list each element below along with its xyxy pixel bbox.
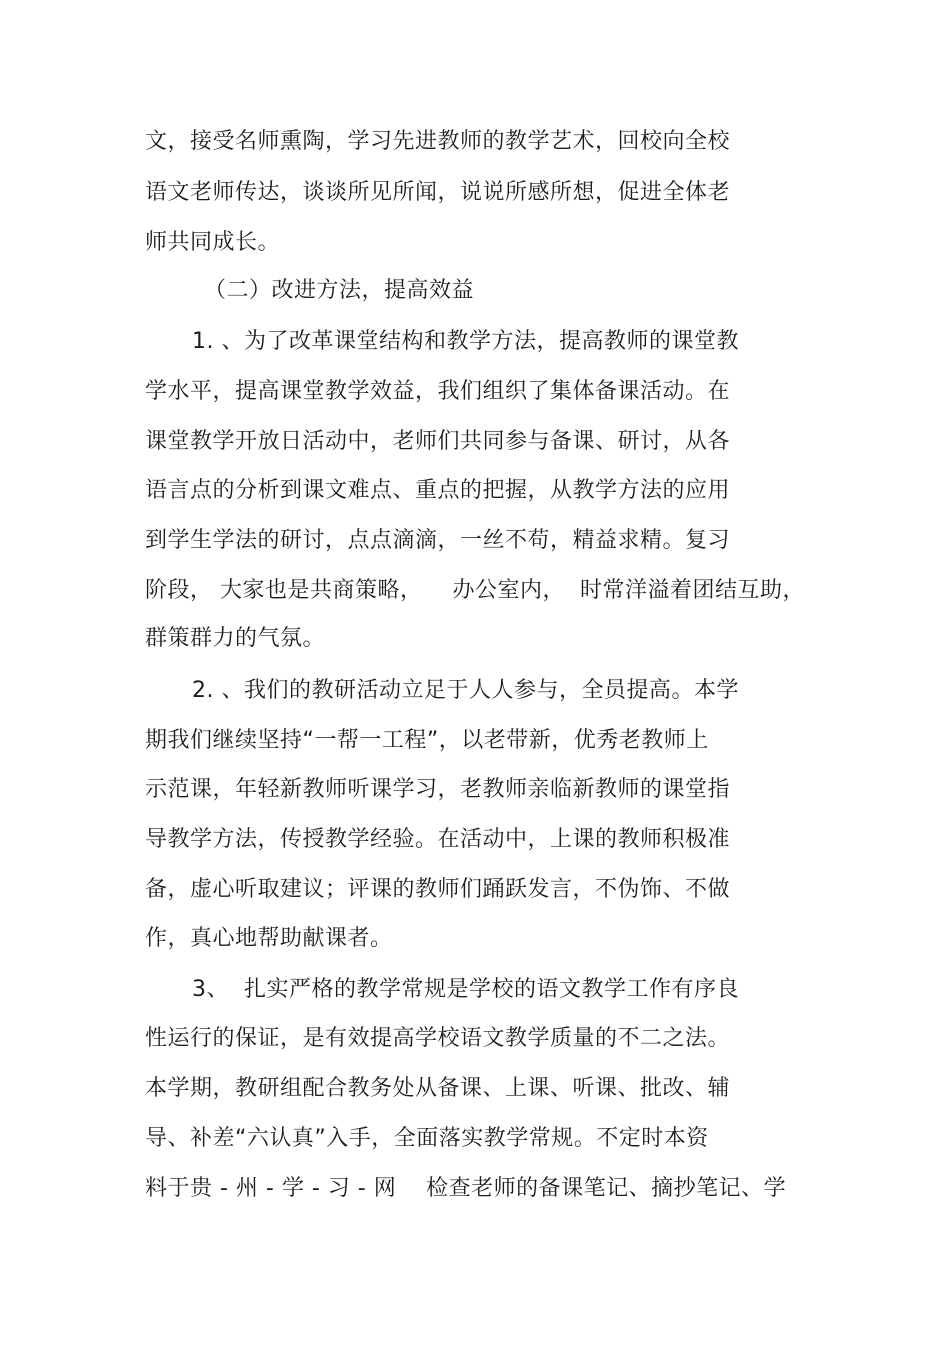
text-line: 1. 、为了改革课堂结构和教学方法，提高教师的课堂教 <box>192 329 739 354</box>
text-line: 料于贵 - 州 - 学 - 习 - 网 检查老师的备课笔记、摘抄笔记、学 <box>145 1176 787 1201</box>
text-line: 导、补差“六认真”入手，全面落实教学常规。不定时本资 <box>145 1126 709 1151</box>
text-line: 备，虚心听取建议；评课的教师们踊跃发言，不伪饰、不做 <box>145 877 731 902</box>
text-line: 学水平，提高课堂教学效益，我们组织了集体备课活动。在 <box>145 379 731 404</box>
text-line: 导教学方法，传授教学经验。在活动中，上课的教师积极准 <box>145 827 731 852</box>
text-line: 到学生学法的研讨，点点滴滴，一丝不苟，精益求精。复习 <box>145 528 731 553</box>
text-line: 师共同成长。 <box>145 230 281 255</box>
text-line: 3、 扎实严格的教学常规是学校的语文教学工作有序良 <box>192 977 739 1002</box>
text-line: 示范课，年轻新教师听课学习，老教师亲临新教师的课堂指 <box>145 777 731 802</box>
text-line: 作，真心地帮助献课者。 <box>145 926 393 951</box>
section-heading: （二）改进方法，提高效益 <box>204 278 475 303</box>
text-line: 课堂教学开放日活动中，老师们共同参与备课、研讨，从各 <box>145 429 731 454</box>
text-line: 期我们继续坚持“一帮一工程”，以老带新，优秀老教师上 <box>145 728 709 753</box>
text-line: 语文老师传达，谈谈所见所闻，说说所感所想，促进全体老 <box>145 180 731 205</box>
text-line: 2. 、我们的教研活动立足于人人参与，全员提高。本学 <box>192 678 739 703</box>
text-line: 群策群力的气氛。 <box>145 626 326 651</box>
text-line: 性运行的保证，是有效提高学校语文教学质量的不二之法。 <box>145 1026 731 1051</box>
text-line: 本学期，教研组配合教务处从备课、上课、听课、批改、辅 <box>145 1076 731 1101</box>
text-line: 文，接受名师熏陶，学习先进教师的教学艺术，回校向全校 <box>145 129 731 154</box>
text-line: 阶段， 大家也是共商策略， 办公室内， 时常洋溢着团结互助， <box>145 578 805 603</box>
text-line: 语言点的分析到课文难点、重点的把握，从教学方法的应用 <box>145 478 731 503</box>
